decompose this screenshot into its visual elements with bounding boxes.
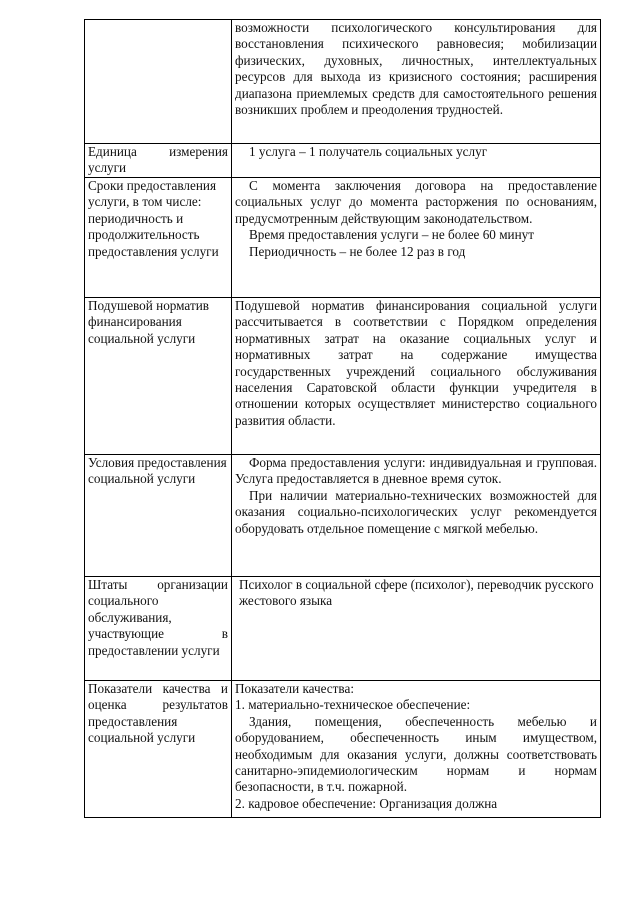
row-label — [85, 20, 232, 144]
table-row-terms — [85, 178, 601, 298]
value-paragraph: 1 услуга – 1 получатель социальных услуг — [249, 144, 488, 159]
label-text: Штаты организации социального обслуживания, участвующие в предоставлении услуги — [88, 577, 228, 658]
row-value — [232, 178, 601, 298]
value-paragraph: Психолог в социальной сфере (психолог), переводчик русского жестового языка — [239, 577, 594, 609]
value-paragraph: С момента заключения договора на предоставление социальных услуг до момента расторжения по основаниям, предусмотренным действующим законодательством. — [235, 178, 597, 226]
row-label — [85, 681, 232, 818]
table-row-quality — [85, 681, 601, 818]
label-text: Единица измерения услуги — [88, 144, 228, 176]
table-row-unit — [85, 144, 601, 178]
row-value — [232, 577, 601, 681]
value-paragraph: 2. кадровое обеспечение: Организация должна — [235, 795, 498, 811]
row-label — [85, 298, 232, 455]
table-row-staff — [85, 577, 601, 681]
value-paragraph: Время предоставления услуги – не более 60 минут — [249, 227, 535, 243]
table-row-continuation — [85, 20, 601, 144]
row-value — [232, 681, 601, 818]
value-paragraph: Показатели качества: — [235, 681, 354, 696]
label-text: Сроки предоставления услуги, в том числе: периодичность и продолжительность предоставления услуги — [88, 178, 219, 259]
row-value — [232, 455, 601, 577]
service-standard-table — [84, 19, 601, 818]
value-paragraph: 1. материально-техническое обеспечение: — [235, 697, 471, 713]
value-paragraph: возможности психологического консультирования для восстановления психического равновесия; мобилизации физических, духовных, личностных, интеллектуальных ресурсов для выхода из кризисного состояния; расширения диапазона приемлемых средств для самостоятельного решения возникших проблем и преодоления трудностей. — [235, 20, 597, 118]
row-label — [85, 178, 232, 298]
row-value — [232, 20, 601, 144]
label-text: Подушевой норматив финансирования социальной услуги — [88, 298, 209, 346]
value-paragraph: Здания, помещения, обеспеченность мебелью и оборудованием, обеспеченность иным имуществом, необходимым для оказания услуги, должны соответствовать санитарно-эпидемиологическим нормам и нормам безопасности, в т.ч. пожарной. — [235, 713, 597, 795]
value-paragraph: При наличии материально-технических возможностей для оказания социально-психологических услуг рекомендуется оборудовать отдельное помещение с мягкой мебелью. — [235, 487, 597, 536]
label-text: Условия предоставления социальной услуги — [88, 455, 227, 487]
table-row-financing — [85, 298, 601, 455]
value-paragraph: Подушевой норматив финансирования социальной услуги рассчитывается в соответствии с Порядком определения нормативных затрат на оказание социальных услуг и нормативных затрат на содержание имущества государственных учреждений социального обслуживания населения Саратовской области функции учредителя в отношении которых осуществляет министерство социального развития области. — [235, 298, 597, 428]
row-label — [85, 577, 232, 681]
row-label — [85, 144, 232, 178]
label-text: Показатели качества и оценка результатов предоставления социальной услуги — [88, 681, 228, 746]
table-row-conditions — [85, 455, 601, 577]
row-label — [85, 455, 232, 577]
value-paragraph: Форма предоставления услуги: индивидуальная и групповая. Услуга предоставляется в дневное время суток. — [235, 455, 597, 487]
value-paragraph: Периодичность – не более 12 раз в год — [249, 243, 466, 259]
row-value — [232, 144, 601, 178]
row-value — [232, 298, 601, 455]
